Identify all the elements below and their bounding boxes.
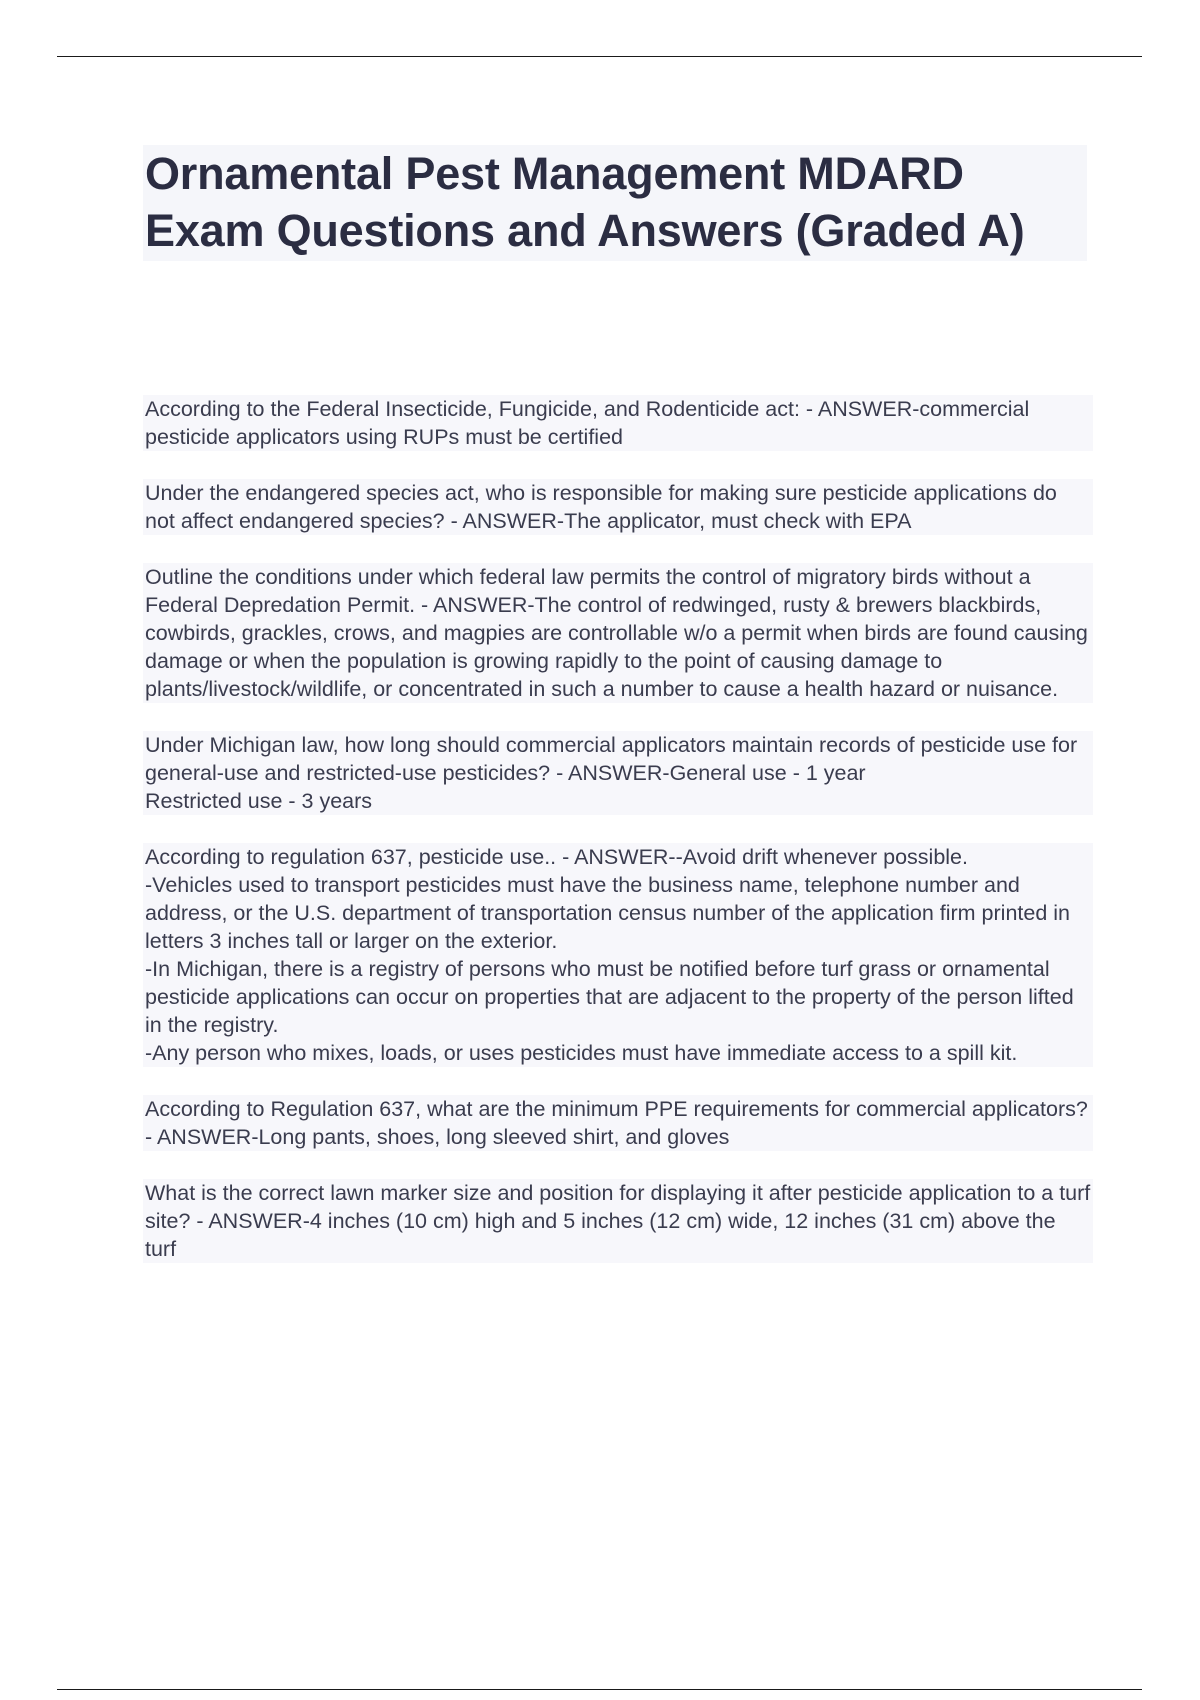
qa-item: According to regulation 637, pesticide use.. - ANSWER--Avoid drift whenever possible. -Vehicles used to transport pesticides must have the business name, telephone number and address, or the U.S. department of transportation census number of the application firm printed in letters 3 inches tall or larger on the exterior. -In Michigan, there is a registry of persons who must be notified before turf grass or ornamental pesticide applications can occur on properties that are adjacent to the property of the person lifted in the registry. -Any person who mixes, loads, or uses pesticides must have immediate access to a spill kit. xyxy=(143,843,1093,1067)
qa-item: What is the correct lawn marker size and position for displaying it after pesticide application to a turf site? - ANSWER-4 inches (10 cm) high and 5 inches (12 cm) wide, 12 inches (31 cm) above the turf xyxy=(143,1179,1093,1263)
bottom-rule xyxy=(57,1689,1142,1690)
title-block xyxy=(143,145,1087,261)
qa-item: According to the Federal Insecticide, Fungicide, and Rodenticide act: - ANSWER-commercial pesticide applicators using RUPs must be certified xyxy=(143,395,1093,451)
qa-item: Under Michigan law, how long should commercial applicators maintain records of pesticide use for general-use and restricted-use pesticides? - ANSWER-General use - 1 year Restricted use - 3 years xyxy=(143,731,1093,815)
qa-item: According to Regulation 637, what are the minimum PPE requirements for commercial applicators? - ANSWER-Long pants, shoes, long sleeved shirt, and gloves xyxy=(143,1095,1093,1151)
top-rule xyxy=(57,56,1142,57)
qa-item: Under the endangered species act, who is responsible for making sure pesticide applications do not affect endangered species? - ANSWER-The applicator, must check with EPA xyxy=(143,479,1093,535)
qa-item: Outline the conditions under which federal law permits the control of migratory birds without a Federal Depredation Permit. - ANSWER-The control of redwinged, rusty & brewers blackbirds, cowbirds, grackles, crows, and magpies are controllable w/o a permit when birds are found causing damage or when the population is growing rapidly to the point of causing damage to plants/livestock/wildlife, or concentrated in such a number to cause a health hazard or nuisance. xyxy=(143,563,1093,703)
qa-list xyxy=(143,395,1093,1291)
document-title: Ornamental Pest Management MDARD Exam Questions and Answers (Graded A) xyxy=(145,148,1025,256)
